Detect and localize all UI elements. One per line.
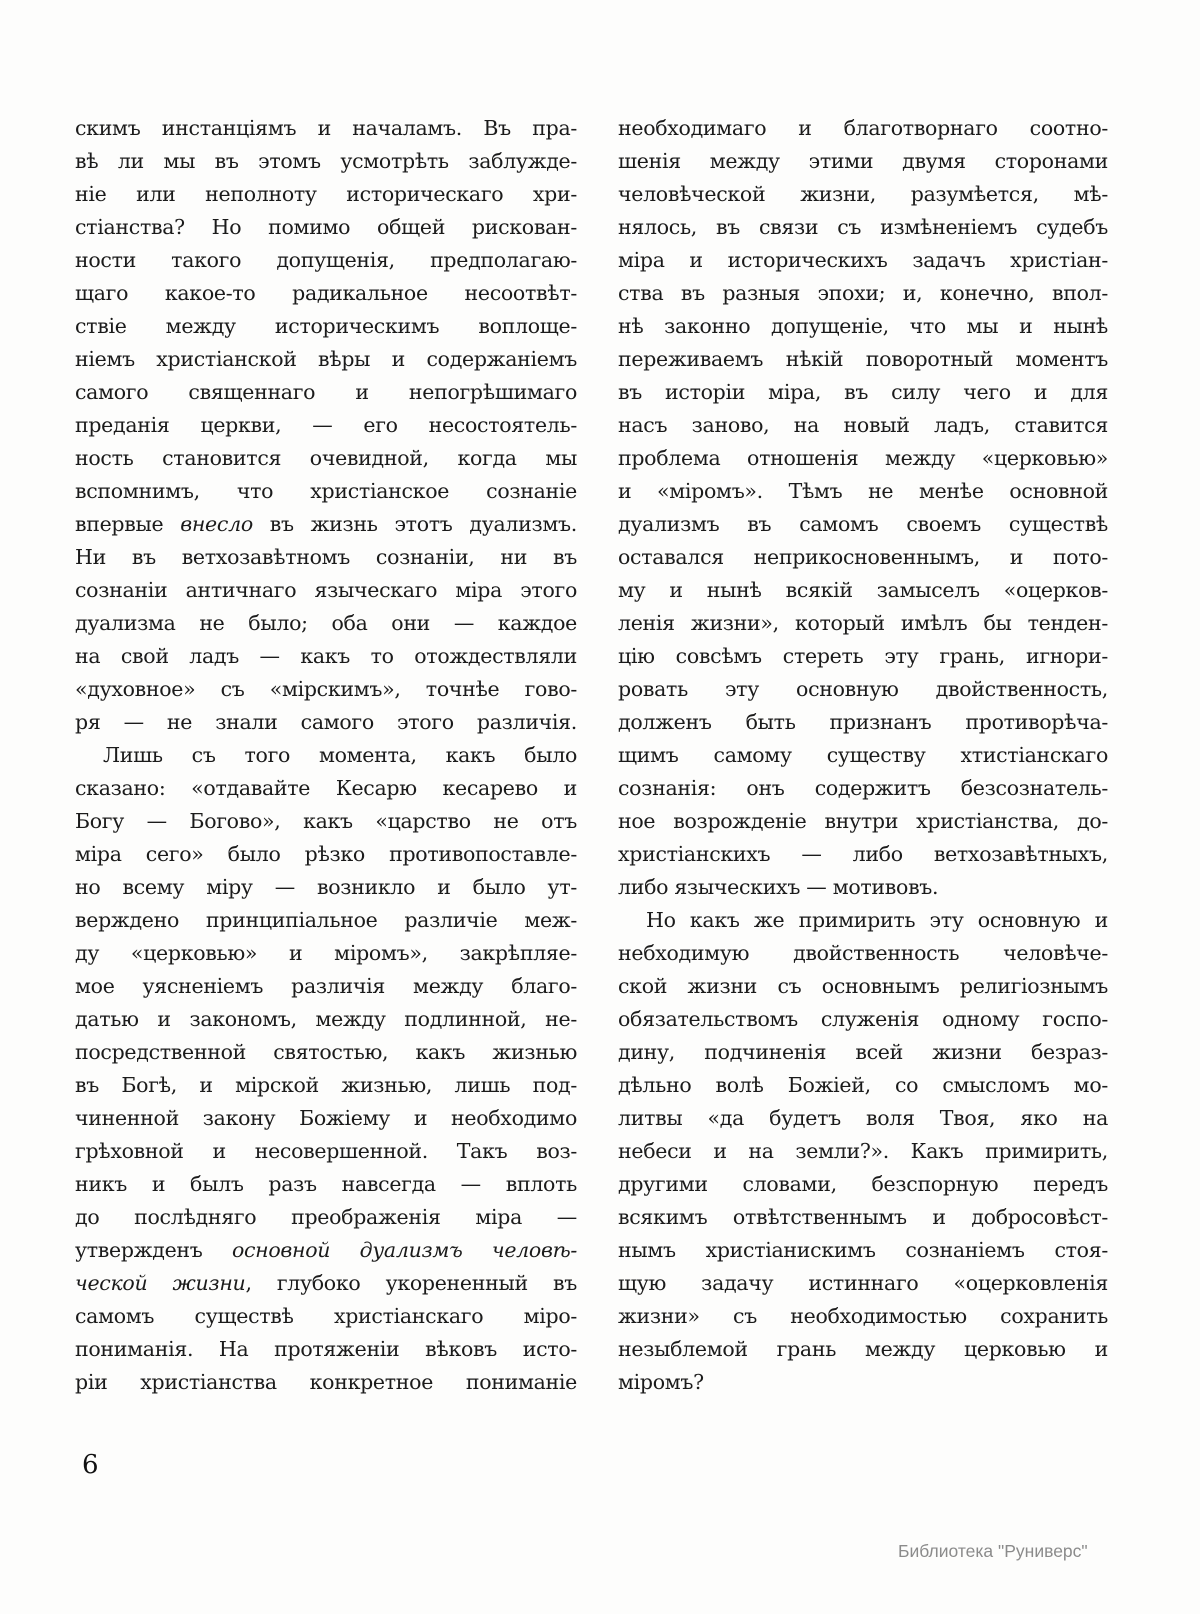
text-line	[75, 772, 577, 805]
text-segment: литвы «да будетъ воля Твоя, яко на	[618, 1106, 1108, 1130]
text-segment: пониманія. На протяженіи вѣковъ исто-	[75, 1337, 577, 1361]
text-segment: переживаемъ нѣкій поворотный моментъ	[618, 347, 1108, 371]
text-line	[618, 145, 1108, 178]
text-line	[75, 277, 577, 310]
text-line	[618, 937, 1108, 970]
text-line	[618, 541, 1108, 574]
text-segment: но всему міру — возникло и было ут-	[75, 875, 577, 899]
text-line	[618, 970, 1108, 1003]
text-segment: міромъ?	[618, 1370, 704, 1394]
text-line	[75, 1069, 577, 1102]
text-segment: чиненной закону Божіему и необходимо	[75, 1106, 577, 1130]
text-segment: въ Богѣ, и мірской жизнью, лишь под-	[75, 1073, 577, 1097]
text-line	[75, 211, 577, 244]
text-line	[618, 607, 1108, 640]
text-line	[75, 343, 577, 376]
text-line	[618, 475, 1108, 508]
text-segment: дуализмъ въ самомъ своемъ существѣ	[618, 512, 1108, 536]
text-line	[75, 1201, 577, 1234]
text-line	[75, 871, 577, 904]
text-line	[75, 904, 577, 937]
text-segment: «духовное» съ «мірскимъ», точнѣе гово-	[75, 677, 577, 701]
text-segment: вѣ ли мы въ этомъ усмотрѣть заблужде-	[75, 149, 577, 173]
text-line	[75, 1102, 577, 1135]
text-segment: ности такого допущенія, предполагаю-	[75, 248, 577, 272]
text-segment: міра и историческихъ задачъ христіан-	[618, 248, 1108, 272]
text-segment: оставался неприкосновеннымъ, и пото-	[618, 545, 1108, 569]
text-segment: Но какъ же примирить эту основную и	[646, 908, 1108, 932]
text-line	[618, 376, 1108, 409]
text-line	[75, 310, 577, 343]
text-segment: необходимаго и благотворнаго соотно-	[618, 116, 1108, 140]
text-segment: ду «церковью» и міромъ», закрѣпляе-	[75, 941, 577, 965]
text-line	[618, 673, 1108, 706]
text-line	[618, 1036, 1108, 1069]
text-segment: либо языческихъ — мотивовъ.	[618, 875, 939, 899]
text-line	[75, 574, 577, 607]
text-line	[618, 1003, 1108, 1036]
text-line	[618, 871, 1108, 904]
text-line	[618, 277, 1108, 310]
text-segment: на свой ладъ — какъ то отождествляли	[75, 644, 577, 668]
text-segment: ное возрожденіе внутри христіанства, до-	[618, 809, 1108, 833]
text-line	[618, 211, 1108, 244]
text-line	[618, 112, 1108, 145]
text-segment: міра сего» было рѣзко противопоставле-	[75, 842, 577, 866]
text-line	[75, 442, 577, 475]
text-line	[618, 706, 1108, 739]
text-line	[75, 937, 577, 970]
text-segment: посредственной святостью, какъ жизнью	[75, 1040, 577, 1064]
text-line	[618, 838, 1108, 871]
text-segment: въ исторіи міра, въ силу чего и для	[618, 380, 1108, 404]
text-segment: утвержденъ	[75, 1238, 232, 1262]
italic-text-segment: основной дуализмъ человѣ-	[231, 1238, 577, 1262]
text-segment: обязательствомъ служенія одному госпо-	[618, 1007, 1108, 1031]
text-segment: ріи христіанства конкретное пониманіе	[75, 1370, 577, 1394]
text-line	[75, 838, 577, 871]
text-line	[75, 145, 577, 178]
text-segment: сказано: «отдавайте Кесарю кесарево и	[75, 776, 577, 800]
text-column-left	[75, 112, 577, 1399]
text-line	[75, 1267, 577, 1300]
text-segment: нымъ христіанискимъ сознаніемъ стоя-	[618, 1238, 1108, 1262]
text-segment: щимъ самому существу хтистіанскаго	[618, 743, 1108, 767]
text-line	[75, 1300, 577, 1333]
text-column-right	[618, 112, 1108, 1399]
text-segment: христіанскихъ — либо ветхозавѣтныхъ,	[618, 842, 1108, 866]
text-segment: ніемъ христіанской вѣры и содержаніемъ	[75, 347, 577, 371]
text-line	[618, 1333, 1108, 1366]
text-segment: нѣ законно допущеніе, что мы и нынѣ	[618, 314, 1108, 338]
watermark-label: Библиотека "Руниверс"	[898, 1541, 1088, 1561]
text-segment: мое уясненіемъ различія между благо-	[75, 974, 577, 998]
text-segment: впервые	[75, 512, 181, 536]
text-line	[75, 376, 577, 409]
text-segment: Ни въ ветхозавѣтномъ сознаніи, ни въ	[75, 545, 577, 569]
text-segment: небходимую двойственность человѣче-	[618, 941, 1108, 965]
text-segment: цію совсѣмъ стереть эту грань, игнори-	[618, 644, 1108, 668]
text-segment: ря — не знали самого этого различія.	[75, 710, 577, 734]
text-line	[75, 1168, 577, 1201]
text-segment: ніе или неполноту историческаго хри-	[75, 182, 577, 206]
text-segment: жизни» съ необходимостью сохранить	[618, 1304, 1108, 1328]
text-segment: скимъ инстанціямъ и началамъ. Въ пра-	[75, 116, 577, 140]
text-segment: всякимъ отвѣтственнымъ и добросовѣст-	[618, 1205, 1108, 1229]
text-segment: дуализма не было; оба они — каждое	[75, 611, 577, 635]
text-segment: и «міромъ». Тѣмъ не менѣе основной	[618, 479, 1108, 503]
text-line	[75, 739, 577, 772]
text-segment: незыблемой грань между церковью и	[618, 1337, 1108, 1361]
text-line	[75, 607, 577, 640]
text-line	[75, 970, 577, 1003]
text-segment: въ жизнь этотъ дуализмъ.	[252, 512, 577, 536]
text-line	[618, 409, 1108, 442]
text-segment: верждено принципіальное различіе меж-	[75, 908, 577, 932]
text-segment: ленія жизни», который имѣлъ бы тенден-	[618, 611, 1108, 635]
text-segment: небеси и на земли?». Какъ примирить,	[618, 1139, 1108, 1163]
text-segment: никъ и былъ разъ навсегда — вплоть	[75, 1172, 577, 1196]
text-segment: проблема отношенія между «церковью»	[618, 446, 1108, 470]
text-line	[75, 1234, 577, 1267]
text-line	[75, 1003, 577, 1036]
text-line	[618, 178, 1108, 211]
text-segment: сознаніи античнаго языческаго міра этого	[75, 578, 577, 602]
text-segment: ской жизни съ основнымъ религіознымъ	[618, 974, 1108, 998]
text-line	[618, 640, 1108, 673]
text-line	[618, 574, 1108, 607]
text-segment: Лишь съ того момента, какъ было	[103, 743, 577, 767]
text-segment: ствіе между историческимъ воплоще-	[75, 314, 577, 338]
text-line	[75, 541, 577, 574]
text-line	[75, 673, 577, 706]
text-line	[75, 640, 577, 673]
text-segment: ства въ разныя эпохи; и, конечно, впол-	[618, 281, 1108, 305]
text-line	[618, 1135, 1108, 1168]
italic-text-segment: ческой жизни	[75, 1271, 246, 1295]
text-line	[618, 1366, 1108, 1399]
text-segment: , глубоко укорененный въ	[245, 1271, 577, 1295]
text-line	[618, 310, 1108, 343]
text-line	[75, 508, 577, 541]
text-line	[75, 805, 577, 838]
text-segment: дину, подчиненія всей жизни безраз-	[618, 1040, 1108, 1064]
text-line	[618, 1267, 1108, 1300]
text-segment: долженъ быть признанъ противорѣча-	[618, 710, 1108, 734]
text-line	[75, 178, 577, 211]
text-line	[618, 904, 1108, 937]
text-segment: сознанія: онъ содержитъ безсознатель-	[618, 776, 1108, 800]
text-line	[618, 244, 1108, 277]
text-segment: ровать эту основную двойственность,	[618, 677, 1108, 701]
text-segment: насъ заново, на новый ладъ, ставится	[618, 413, 1108, 437]
text-segment: шенія между этими двумя сторонами	[618, 149, 1108, 173]
text-line	[75, 1366, 577, 1399]
text-line	[618, 1069, 1108, 1102]
text-line	[75, 706, 577, 739]
text-line	[618, 1234, 1108, 1267]
text-line	[618, 1102, 1108, 1135]
text-segment: щаго какое-то радикальное несоотвѣт-	[75, 281, 577, 305]
text-segment: нялось, въ связи съ измѣненіемъ судебъ	[618, 215, 1108, 239]
text-line	[618, 442, 1108, 475]
text-segment: самого священнаго и непогрѣшимаго	[75, 380, 577, 404]
text-segment: стіанства? Но помимо общей рискован-	[75, 215, 577, 239]
text-line	[618, 343, 1108, 376]
text-segment: дѣльно волѣ Божіей, со смысломъ мо-	[618, 1073, 1108, 1097]
text-segment: вспомнимъ, что христіанское сознаніе	[75, 479, 577, 503]
text-line	[618, 739, 1108, 772]
text-segment: другими словами, безспорную передъ	[618, 1172, 1108, 1196]
text-segment: щую задачу истиннаго «оцерковленія	[618, 1271, 1108, 1295]
text-line	[75, 1135, 577, 1168]
text-segment: человѣческой жизни, разумѣется, мѣ-	[618, 182, 1108, 206]
text-line	[75, 409, 577, 442]
text-line	[618, 805, 1108, 838]
text-segment: Богу — Богово», какъ «царство не отъ	[75, 809, 577, 833]
text-line	[618, 508, 1108, 541]
text-line	[618, 772, 1108, 805]
text-segment: му и нынѣ всякій замыселъ «оцерков-	[618, 578, 1108, 602]
page-number: 6	[82, 1450, 99, 1480]
text-line	[618, 1168, 1108, 1201]
text-line	[75, 244, 577, 277]
text-segment: преданія церкви, — его несостоятель-	[75, 413, 577, 437]
text-line	[75, 1333, 577, 1366]
text-line	[75, 475, 577, 508]
text-segment: самомъ существѣ христіанскаго міро-	[75, 1304, 577, 1328]
italic-text-segment: внесло	[180, 512, 253, 536]
text-segment: до послѣдняго преображенія міра —	[75, 1205, 577, 1229]
text-segment: ность становится очевидной, когда мы	[75, 446, 577, 470]
text-segment: грѣховной и несовершенной. Такъ воз-	[75, 1139, 577, 1163]
text-line	[75, 112, 577, 145]
text-line	[618, 1300, 1108, 1333]
text-segment: датью и закономъ, между подлинной, не-	[75, 1007, 577, 1031]
text-line	[618, 1201, 1108, 1234]
text-line	[75, 1036, 577, 1069]
